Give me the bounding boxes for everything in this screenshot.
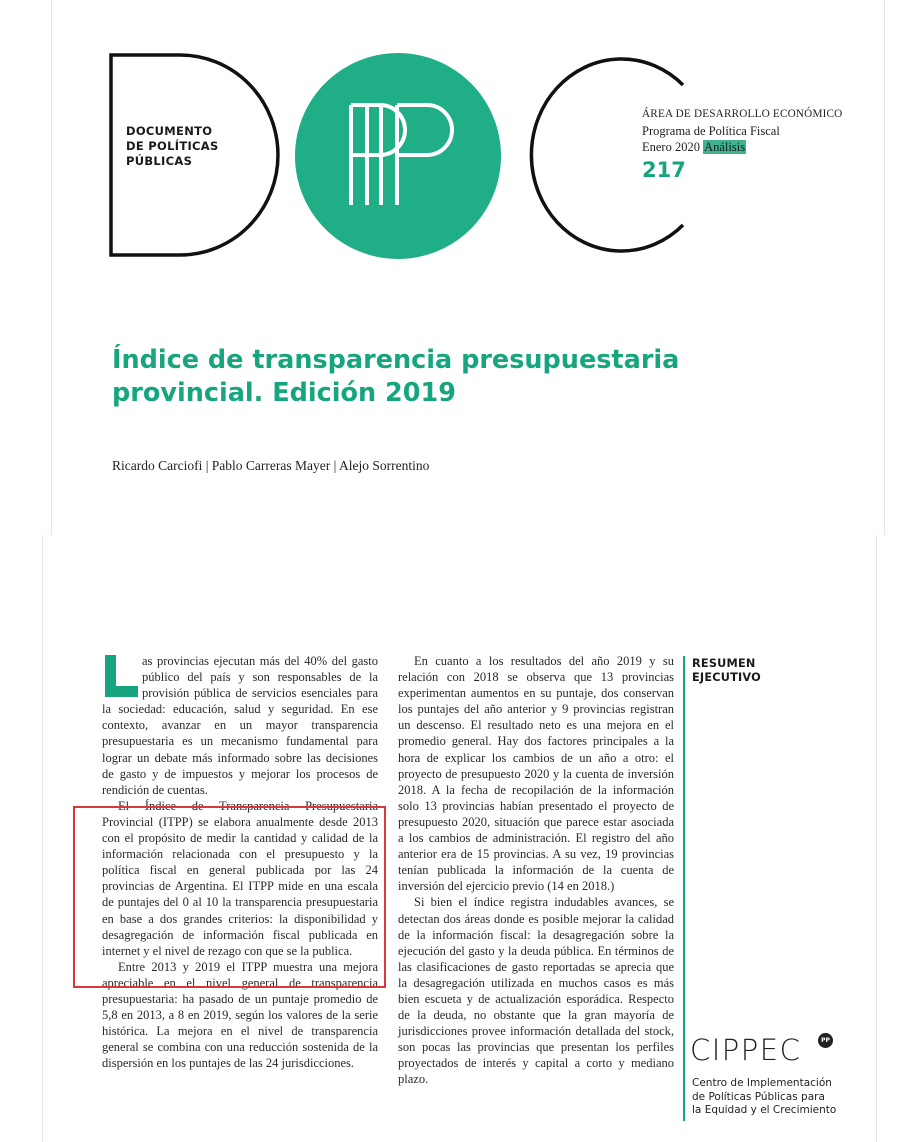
section-heading [692,657,761,685]
paragraph-1-text: as provincias ejecutan más del 40% del gasto público del país y son responsables de la provisión pública de servicios esenciales para la sociedad: educación, salud y seguridad. En ese contexto, avanzar en un mayor transparencia presupuestaria es un mecanismo fundamental para lograr un debate más informado sobre las decisiones de gasto y de impuestos y mejorar los procesos de rendición de cuentas. [102,654,378,797]
body-column-2 [398,653,674,1088]
highlight-box [73,806,386,988]
page-edge-right-bottom [876,535,877,1142]
document-meta [642,106,842,183]
paragraph-2: El Índice de Transparencia Presupuestaria Provincial (ITPP) se elabora anualmente desde 2013 con el propósito de medir la cantidad y calidad de la información relacionada con el presupuesto y la política fiscal en general publicada por las 24 provincias de Argentina. El ITPP mide en una escala de puntajes del 0 al 10 la transparencia presupuestaria en base a dos grandes criterios: la disponibilidad y desagregación de información fiscal publicada en internet y el nivel de rezago con que se la publica. [102,798,378,958]
cippec-desc-line-1: Centro de Implementación [692,1077,832,1089]
cippec-desc-line-2: de Políticas Públicas para [692,1090,825,1103]
cippec-badge-icon: PP [818,1033,833,1048]
type-tag: Análisis [704,140,746,154]
paragraph-1 [102,653,378,798]
page-edge-right-top [884,0,885,535]
sidebar-rule [683,656,685,1121]
document-title: Índice de transparencia presupuestaria provincial. Edición 2019 [112,345,680,408]
document-number: 217 [642,157,686,182]
document-type-label [126,124,219,169]
cippec-desc-line-3: la Equidad y el Crecimiento [692,1104,837,1116]
cippec-description [692,1077,836,1118]
dropcap-letter [104,654,140,698]
paragraph-5: Si bien el índice registra indudables avances, se detectan dos áreas donde es posible mejorar la calidad de la información fiscal: la desagregación sobre la ejecución del gasto y la deuda pública. En términos de las clasificaciones de gasto reportadas se aprecia que la desagregación utilizada en muchos casos es más bien escueta y de actualización esporádica. Respecto de la deuda, no obstante que la gran mayoría de jurisdicciones provee información detallada del stock, son pocas las provincias que presentan los perfiles proyectados de interés y capital a corto y mediano plazo. [398,895,674,1087]
area-name: ÁREA DE DESARROLLO ECONÓMICO [642,108,843,120]
doc-label-line-2: DE POLÍTICAS [126,139,219,153]
program-name: Programa de Política Fiscal [642,123,780,138]
doc-label-line-3: PÚBLICAS [126,154,193,168]
paragraph-4: En cuanto a los resultados del año 2019 y su relación con 2018 se observa que 13 provincias experimentan aumentos en su puntaje, dos conservan los puntajes del año anterior y 9 provincias registran un descenso. El resultado neto es una mejora en el promedio general. Hay dos factores principales a la hora de explicar los cambios de un año a otro: el proyecto de presupuesto 2020 y la cuenta de inversión 2018. A la fecha de recopilación de la información solo 13 provincias habían presentado el proyecto de presupuesto 2020, situación que parece estar asociada a los cambios de administración. El registro del año anterior era de 15 provincias. A su vez, 19 provincias tenían publicada la información de la cuenta de inversión del ejercicio previo (14 en 2018.) [398,654,674,894]
date-line [642,139,842,156]
paragraph-3: Entre 2013 y 2019 el ITPP muestra una mejora apreciable en el nivel general de transparencia presupuestaria: ha pasado de un puntaje promedio de 5,8 en 2013, a 8 en 2019, según los valores de la serie histórica. La mejora en el nivel de transparencia general se combina con una reducción sostenida de la dispersión en los puntajes de las 24 jurisdicciones. [102,959,378,1071]
publication-date: Enero 2020 [642,140,700,154]
doc-label-line-1: DOCUMENTO [126,124,213,138]
dropcap-text [0,0,1,1]
page-edge-left-bottom [42,535,43,1142]
authors: Ricardo Carciofi | Pablo Carreras Mayer | Alejo Sorrentino [112,458,430,473]
page-edge-left-top [51,0,52,535]
cippec-logo-text: CIPPEC [690,1033,802,1067]
section-heading-line-1: RESUMEN [692,657,756,670]
section-heading-line-2: EJECUTIVO [692,671,761,684]
